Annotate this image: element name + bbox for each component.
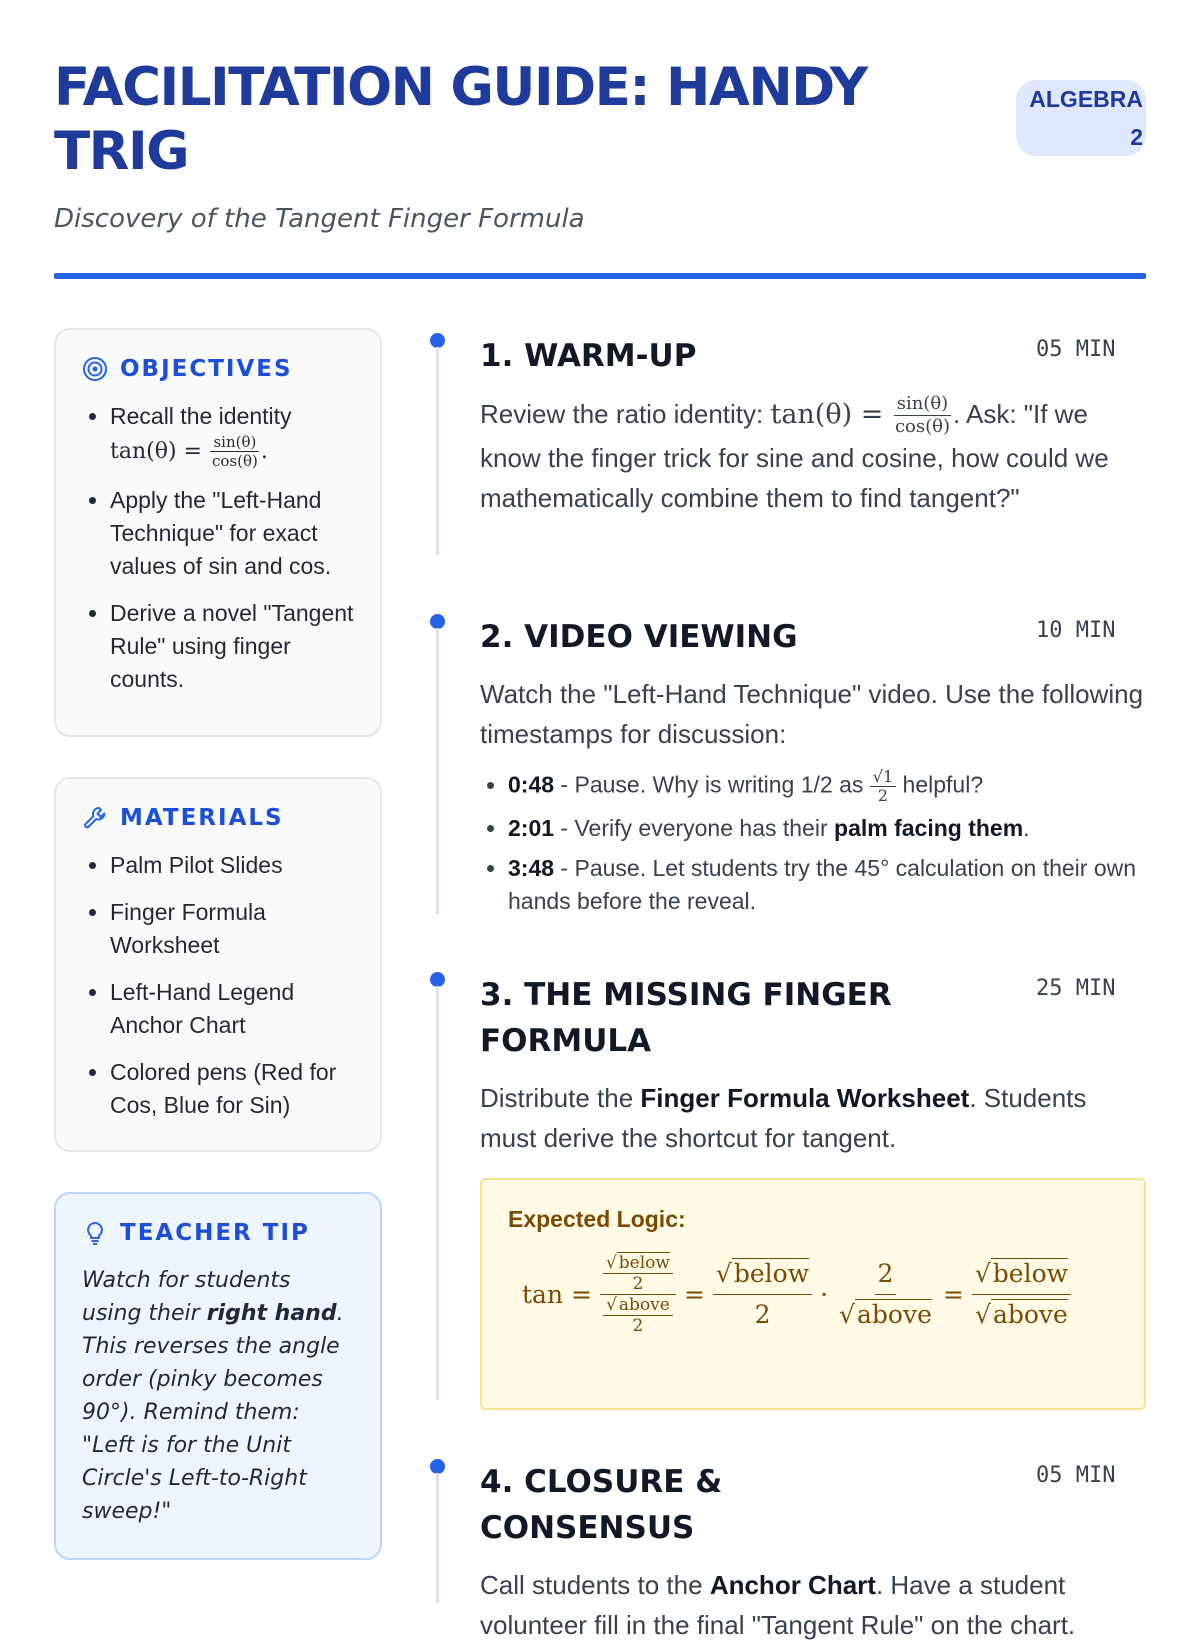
timeline-dot [430, 972, 445, 987]
list-item: • Finger Formula Worksheet [110, 896, 354, 962]
objectives-list [82, 400, 354, 696]
materials-title: MATERIALS [120, 805, 284, 831]
section-body: Call students to the Anchor Chart. Have a student volunteer fill in the final "Tangent Rule" on the chart. [480, 1570, 1076, 1640]
timeline-dot [430, 333, 445, 348]
section-body: Distribute the Finger Formula Worksheet. Students must derive the shortcut for tangent. [480, 1083, 1087, 1153]
expected-logic-box [480, 1178, 1146, 1410]
wrench-icon [82, 805, 108, 831]
page-subtitle: Discovery of the Tangent Finger Formula [54, 204, 585, 234]
section-duration: 05 MIN [1036, 337, 1116, 362]
section-duration: 10 MIN [1036, 618, 1116, 643]
section-body: Watch the "Left-Hand Technique" video. Use the following timestamps for discussion: [480, 679, 1144, 749]
header-divider [54, 273, 1146, 279]
tip-text: Watch for students using their right hand. This reverses the angle order (pinky becomes 90°). Remind them: "Left is for the Unit Circle's Left-to-Right sweep!" [82, 1268, 344, 1524]
teacher-tip-card [54, 1192, 382, 1560]
section-title: 1. WARM-UP [480, 338, 697, 374]
section-closure-consensus [430, 1459, 1146, 1645]
section-title: 2. VIDEO VIEWING [480, 619, 798, 655]
list-item: • 3:48 - Pause. Let students try the 45° calculation on their own hands before the reveal. [508, 852, 1146, 918]
objectives-title: OBJECTIVES [120, 356, 293, 382]
timeline-line [436, 347, 439, 555]
tangent-derivation-formula: tan = $\frac{\frac{\text{√ below}}{2}}{\frac{\text{√ above}}{2}}$ = $\frac{\text{√below}}{2}$ · $\frac{2}{\text{√above}}$ = $\frac{\text{√below}}{\text{√above}}$ [522, 1253, 1118, 1336]
list-item: • Derive a novel "Tangent Rule" using finger counts. [110, 597, 354, 696]
section-body: Review the ratio identity: tan(θ) = $\frac{\sin(\theta)}{\cos(\theta)}$ . Ask: "If we know the finger trick for sine and cosine, how could we mathematically combine them to find tangent?" [480, 393, 1109, 513]
section-duration: 25 MIN [1036, 976, 1116, 1001]
timeline-line [436, 986, 439, 1400]
section-missing-finger-formula [430, 972, 1146, 1410]
list-item: • Recall the identity tan(θ) = $\frac{\sin(\theta)}{\cos(\theta)}$ . [110, 400, 354, 470]
list-item: • Apply the "Left-Hand Technique" for exact values of sin and cos. [110, 484, 354, 583]
list-item: • Palm Pilot Slides [110, 849, 354, 882]
objectives-card [54, 328, 382, 737]
subject-badge: ALGEBRA 2 [1016, 80, 1146, 156]
list-item: • Left-Hand Legend Anchor Chart [110, 976, 354, 1042]
materials-list [82, 849, 354, 1122]
section-warm-up [430, 333, 1146, 518]
section-video-viewing [430, 614, 1146, 925]
list-item: • Colored pens (Red for Cos, Blue for Sin) [110, 1056, 354, 1122]
target-icon [82, 356, 108, 382]
list-item: • 0:48 - Pause. Why is writing 1/2 as $\frac{√1}{2}$ helpful? [508, 768, 1146, 805]
section-duration: 05 MIN [1036, 1463, 1116, 1488]
expected-logic-title: Expected Logic: [508, 1206, 686, 1232]
timeline-dot [430, 614, 445, 629]
page-title: FACILITATION GUIDE: HANDY TRIG [54, 57, 867, 182]
timeline-line [436, 1473, 439, 1603]
section-title: 3. THE MISSING FINGER FORMULA [480, 977, 892, 1059]
timeline-line [436, 628, 439, 914]
list-item: • 2:01 - Verify everyone has their palm facing them. [508, 812, 1146, 845]
timeline-dot [430, 1459, 445, 1474]
section-title: 4. CLOSURE & CONSENSUS [480, 1464, 723, 1546]
timestamp-list [480, 768, 1146, 918]
tip-title: TEACHER TIP [120, 1220, 310, 1246]
page-header [54, 56, 1146, 234]
materials-card [54, 777, 382, 1152]
lightbulb-icon [82, 1220, 108, 1246]
